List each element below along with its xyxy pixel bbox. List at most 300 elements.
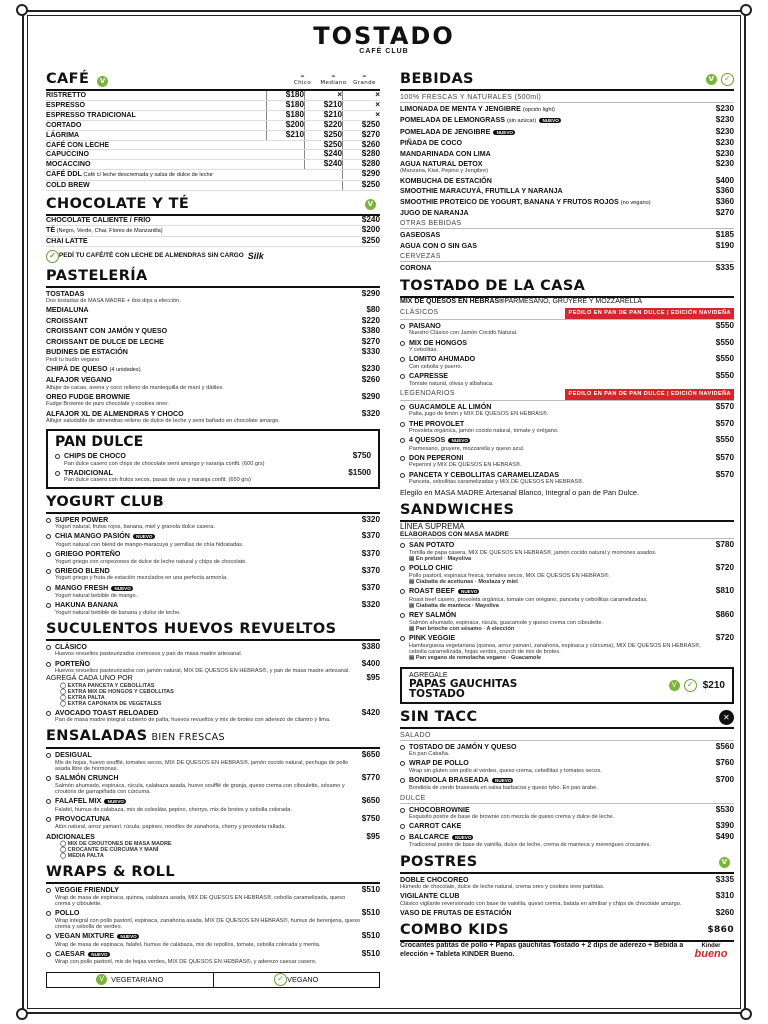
agrega-label: AGREGÁ CADA UNO POR	[46, 674, 133, 683]
postres-title: POSTRES	[400, 853, 478, 870]
radio-icon	[46, 586, 51, 591]
sin-tacc-header	[400, 709, 734, 729]
item-price: $550	[715, 337, 734, 347]
item-name	[55, 797, 362, 813]
item-title: 4 QUESOS	[409, 436, 446, 445]
item-price: $290	[342, 170, 380, 179]
menu-item	[46, 181, 380, 191]
menu-item	[46, 393, 380, 408]
item-title: AVOCADO TOAST RELOADED	[55, 708, 159, 717]
cafe-header	[46, 71, 380, 91]
menu-item	[400, 759, 734, 774]
item-price: $720	[715, 633, 734, 643]
item-name	[46, 101, 266, 110]
menu-item	[46, 601, 380, 616]
item-title: VASO DE FRUTAS DE ESTACIÓN	[400, 908, 512, 917]
legend-vegan-label: VEGANO	[287, 975, 319, 985]
item-title: SUPER POWER	[55, 515, 109, 524]
vegetarian-icon: V	[719, 857, 730, 868]
item-title: MEDIALUNA	[46, 306, 89, 315]
item-title: HAKUNA BANANA	[55, 601, 119, 610]
radio-icon	[46, 888, 51, 893]
menu-item	[400, 339, 734, 354]
item-name	[55, 709, 362, 724]
menu-item	[400, 355, 734, 370]
huevos-title: SUCULENTOS HUEVOS REVUELTOS	[46, 620, 337, 637]
radio-icon	[400, 324, 405, 329]
masa-madre-label: ELABORADOS CON MASA MADRE	[400, 531, 734, 539]
item-name	[46, 131, 266, 140]
corner-ornament	[740, 1008, 752, 1020]
radio-icon	[400, 357, 405, 362]
item-price: $530	[715, 804, 734, 814]
item-name	[55, 886, 362, 907]
item-title: MIX DE HONGOS	[409, 338, 467, 347]
vegan-icon: ✓	[684, 679, 697, 692]
item-price: $380	[361, 641, 380, 651]
legendarios-label-text: LEGENDARIOS	[400, 389, 455, 397]
item-name	[46, 338, 362, 346]
bebidas-header	[400, 71, 734, 91]
clasicos-label-text: CLÁSICOS	[400, 308, 439, 316]
bread-choice: Elegilo en MASA MADRE Artesanal Blanco, Integral o pan de Pan Dulce.	[400, 488, 640, 498]
agrega-row	[46, 674, 380, 682]
item-title: RISTRETTO	[46, 91, 87, 99]
item-description: Pan dulce casero con frutos secos, pasas de uva y naranja confit. (650 grs)	[64, 477, 251, 484]
item-name	[46, 121, 266, 130]
combo-kids-header	[400, 922, 734, 942]
item-description: Huevos revueltos pasteurizados cremosos y pan de masa madre artesanal.	[55, 651, 243, 658]
legend-vegetarian	[47, 973, 214, 987]
adicional-option: ◯ MEDIA PALTA	[60, 853, 104, 860]
menu-item	[46, 751, 380, 772]
radio-icon	[46, 753, 51, 758]
item-price: $750	[361, 814, 380, 824]
item-description: Roast beef casero, provoleta orgánica, tomate con orégano, panceta y cebollitas caramelizadas.	[409, 596, 648, 603]
item-title: POMELADA DE JENGIBRE	[400, 127, 491, 136]
combo-description	[400, 942, 734, 959]
menu-item	[46, 567, 380, 582]
extra-option: ◯ EXTRA CAPONATA DE VEGETALES	[60, 700, 162, 707]
item-name	[409, 322, 716, 337]
item-extras: ▤ Ciabatta de aceitunas · Mostaza y miel	[409, 579, 518, 586]
silk-logo: Silk	[247, 251, 264, 262]
item-description: Pollo pastoril, espinaca fresca, tomates secos, MIX DE QUESOS EN HEBRAS®.	[409, 572, 610, 579]
menu-item	[46, 932, 380, 948]
item-name	[409, 822, 716, 830]
radio-icon	[46, 603, 51, 608]
radio-icon	[46, 934, 51, 939]
item-name	[409, 776, 716, 792]
item-price: $185	[715, 230, 734, 240]
item-name	[409, 611, 716, 632]
menu-item	[400, 187, 734, 195]
menu-item	[55, 469, 371, 484]
menu-item	[400, 634, 734, 661]
extra-option: ◯ EXTRA MIX DE HONGOS Y CEBOLLITAS	[60, 688, 174, 695]
radio-icon	[400, 405, 405, 410]
item-title: ESPRESSO	[46, 100, 86, 109]
item-name	[55, 751, 362, 772]
item-title: CROISSANT DE DULCE DE LECHE	[46, 337, 164, 346]
item-name	[400, 264, 716, 272]
menu-item	[46, 584, 380, 600]
item-note: (no vegano)	[620, 199, 651, 206]
item-price: $230	[715, 104, 734, 113]
almond-note	[46, 250, 380, 263]
item-price: $260	[715, 907, 734, 917]
menu-item	[46, 643, 380, 658]
item-price: $360	[715, 196, 734, 206]
radio-icon	[400, 824, 405, 829]
item-name	[64, 452, 353, 467]
adicional-option: ◯ CROCANTE DE CÚRCUMA Y MANÍ	[60, 847, 159, 854]
item-description: Panceta, cebollitas caramelizadas y MIX DE QUESOS EN HEBRAS®.	[409, 479, 584, 486]
radio-icon	[46, 569, 51, 574]
item-price: $80	[366, 305, 380, 315]
item-title: SMOOTHIE PROTEICO DE YOGURT, BANANA Y FRUTOS ROJOS	[400, 197, 619, 206]
item-name	[400, 198, 716, 207]
item-title: POMELADA DE LEMONGRASS	[400, 116, 505, 125]
item-price: $240	[361, 215, 380, 225]
item-title: KOMBUCHA DE ESTACIÓN	[400, 176, 492, 185]
item-price: $320	[361, 408, 380, 418]
item-title: JUGO DE NARANJA	[400, 208, 469, 217]
item-price: $760	[715, 758, 734, 768]
menu-item	[400, 909, 734, 917]
item-name	[409, 634, 716, 661]
radio-icon	[400, 473, 405, 478]
pasteleria-title: PASTELERÍA	[46, 267, 148, 284]
item-name	[409, 806, 716, 821]
radio-icon	[400, 761, 405, 766]
item-price: $260	[342, 141, 380, 150]
item-price: $570	[715, 418, 734, 428]
item-title: PORTEÑO	[55, 659, 91, 668]
item-title: CORTADO	[46, 120, 82, 129]
item-price: $570	[715, 469, 734, 479]
item-title: LOMITO AHUMADO	[409, 355, 476, 364]
item-name	[409, 372, 716, 387]
item-price: $550	[715, 435, 734, 445]
radio-icon	[400, 543, 405, 548]
item-title: ALFAJOR VEGANO	[46, 376, 112, 385]
item-price: $270	[715, 207, 734, 217]
menu-item	[46, 774, 380, 795]
item-title: CAPRESSE	[409, 372, 449, 381]
chocolate-header	[46, 196, 380, 216]
radio-icon	[46, 534, 51, 539]
item-price: $270	[342, 131, 380, 140]
item-description: Yogurt griego con cropezones de dulce de leche natural y chips de chocolate.	[55, 558, 247, 565]
menu-item	[400, 833, 734, 849]
mix-quesos	[400, 298, 734, 306]
item-name	[46, 226, 340, 236]
item-description: Café c/ leche descremada y salsa de dulce de leche	[81, 172, 213, 179]
menu-item	[46, 516, 380, 531]
cup-size-chico: ☕ Chico	[293, 72, 312, 86]
new-badge: NUEVO	[134, 534, 153, 540]
item-title: THE PROVOLET	[409, 419, 465, 428]
huevos-header	[46, 621, 380, 641]
papas-title: TOSTADO	[409, 687, 465, 700]
item-price: $770	[361, 773, 380, 783]
item-title: BUDINES DE ESTACIÓN	[46, 348, 128, 357]
item-price: $180	[266, 111, 304, 120]
item-extras: ▤ Ciabatta de manteca · Mayoliva	[409, 603, 499, 610]
item-title: ALFAJOR XL DE ALMENDRAS Y CHOCO	[46, 409, 184, 418]
item-name	[400, 209, 716, 217]
item-price: $780	[715, 540, 734, 550]
new-badge: NUEVO	[113, 585, 131, 591]
item-price: $220	[304, 121, 342, 130]
item-price: $400	[715, 175, 734, 185]
radio-icon	[400, 422, 405, 427]
item-title: DESIGUAL	[55, 751, 92, 760]
item-price: $230	[715, 126, 734, 136]
menu-item	[400, 177, 734, 185]
extra-option: ◯ EXTRA PANCETA Y CEBOLLITAS	[60, 682, 155, 689]
item-price: $230	[715, 148, 734, 158]
menu-item	[46, 550, 380, 565]
combo-price: $860	[707, 925, 734, 936]
clasicos-label	[400, 308, 734, 320]
item-title: CHIPS DE CHOCO	[64, 452, 126, 461]
item-price: $370	[361, 531, 380, 541]
radio-icon	[400, 835, 405, 840]
radio-icon	[400, 778, 405, 783]
item-price: $220	[361, 315, 380, 325]
left-column	[46, 66, 380, 1021]
brand-logo: TOSTADO	[313, 22, 455, 50]
menu-item	[400, 372, 734, 387]
item-title: CAFÉ DDL	[46, 170, 82, 179]
item-price: $560	[715, 741, 734, 751]
item-title: TRADICIONAL	[64, 469, 113, 478]
item-price: $250	[304, 131, 342, 140]
item-title: SALMÓN CRUNCH	[55, 774, 119, 783]
radio-icon	[400, 456, 405, 461]
item-name	[55, 550, 362, 565]
item-name	[409, 587, 716, 609]
bueno-logo-text: bueno	[694, 948, 728, 961]
menu-item	[400, 743, 734, 758]
item-name	[409, 564, 716, 585]
item-description: (Manzana, Kiwi, Pepino y Jengibre)	[400, 168, 488, 175]
menu-item	[400, 322, 734, 337]
menu-item	[400, 806, 734, 821]
ensaladas-header	[46, 728, 380, 749]
menu-item	[400, 822, 734, 830]
item-description: Wrap con pollo pastoril, mix de hojas verdes, MIX DE QUESOS EN HEBRAS®, y aderezo caesar casero.	[55, 959, 317, 966]
menu-item	[46, 815, 380, 830]
item-price: $510	[361, 948, 380, 958]
item-price: $250	[342, 121, 380, 130]
item-name	[46, 181, 266, 190]
otras-bebidas-label: OTRAS BEBIDAS	[400, 219, 734, 229]
item-title: FALAFEL MIX	[55, 797, 102, 806]
item-price: $230	[715, 115, 734, 125]
item-price: $240	[304, 150, 342, 159]
gluten-free-icon: ✕	[719, 710, 734, 725]
item-description: Yogurt natural con blend de mango-maracuyá y semillas de chía hidratadas.	[55, 541, 244, 548]
item-title: CROISSANT CON JAMÓN Y QUESO	[46, 327, 168, 336]
menu-item	[46, 886, 380, 907]
item-price: $180	[266, 91, 304, 100]
item-name	[46, 111, 266, 120]
item-price: $380	[361, 326, 380, 336]
item-name	[409, 403, 716, 418]
item-title: ROAST BEEF	[409, 587, 455, 596]
item-price: $240	[304, 160, 342, 169]
item-name	[409, 541, 716, 562]
item-title: PIÑADA DE COCO	[400, 139, 463, 148]
menu-item	[400, 403, 734, 418]
item-title: POLLO CHIC	[409, 564, 453, 573]
menu-item	[46, 290, 380, 305]
item-description: Tomate natural, olivas y albahaca.	[409, 380, 494, 387]
item-price: $550	[715, 354, 734, 364]
item-description: Palta, jugo de limón y MIX DE QUESOS EN HEBRAS®.	[409, 411, 549, 418]
item-description: Tortilla de papa casera, MIX DE QUESOS EN HEBRAS®, jamón cocido natural y morrones asados.	[409, 549, 657, 556]
item-price: $750	[352, 451, 371, 461]
item-title: GASEOSAS	[400, 231, 441, 240]
pasteleria-header	[46, 268, 380, 288]
item-name	[400, 160, 716, 175]
papas-agregale: AGREGALE	[409, 671, 448, 679]
item-description: Con cebolla y puerro.	[409, 363, 463, 370]
radio-icon	[400, 374, 405, 379]
item-price: $210	[304, 111, 342, 120]
radio-icon	[46, 817, 51, 822]
tostado-casa-title: TOSTADO DE LA CASA	[400, 277, 586, 294]
menu-item	[46, 237, 380, 247]
menu-item	[400, 420, 734, 435]
yogurt-club-header	[46, 494, 380, 514]
vegetarian-icon: V	[96, 974, 107, 985]
item-description: En pan Cabaña.	[409, 751, 450, 758]
item-description: Nuestro Clásico con Jamón Cocido Natural.	[409, 330, 518, 337]
item-title: WRAP DE POLLO	[409, 759, 469, 768]
radio-icon	[400, 438, 405, 443]
papas-text	[409, 672, 669, 699]
menu-item	[46, 338, 380, 346]
item-description: Tradicional postre de base de vainilla, dulce de leche, crema de manteca y merengues crocantes.	[409, 842, 652, 849]
item-description: Pan dulce casero con chips de chocolate semi amargo y naranja confit. (600 grs)	[64, 460, 265, 467]
item-title: PAISANO	[409, 321, 441, 330]
item-name	[46, 365, 362, 374]
item-price: $330	[361, 347, 380, 357]
item-name	[55, 909, 362, 930]
item-description: Bondiola de cerdo braseada en salsa barbacoa y queso tybo. En pan árabe.	[409, 785, 598, 792]
item-name	[400, 177, 716, 185]
item-title: PANCETA Y CEBOLLITAS CARAMELIZADAS	[409, 470, 560, 479]
item-name	[46, 393, 362, 408]
item-title: CARROT CAKE	[409, 822, 462, 831]
item-description: Wrap de masa de espinaca, falafel, humus de calabaza, mix de repollos, tomate, cebolla colorada y menta.	[55, 941, 321, 948]
item-price: $1500	[348, 468, 371, 478]
item-price: $260	[361, 375, 380, 385]
item-name	[46, 216, 340, 225]
item-name	[400, 242, 716, 250]
linea-suprema: LÍNEA SUPREMA	[400, 522, 465, 532]
item-name	[46, 376, 362, 391]
item-price: ×	[342, 91, 380, 100]
item-title: DOBLE CHOCOREO	[400, 875, 469, 884]
almond-note-text: PEDÍ TU CAFÉ/TÉ CON LECHE DE ALMENDRAS SIN CARGO	[59, 252, 244, 260]
menu-item	[400, 139, 734, 147]
bebidas-subtitle: 100% FRESCAS Y NATURALES (500ml)	[400, 93, 734, 103]
item-title: SMOOTHIE MARACUYÁ, FRUTILLA Y NARANJA	[400, 187, 563, 196]
item-title: MANGO FRESH	[55, 583, 109, 592]
item-name	[46, 150, 266, 159]
item-price: $510	[361, 885, 380, 895]
menu-item	[400, 611, 734, 632]
item-title: CHIPÁ DE QUESO	[46, 364, 108, 373]
item-title: CHOCOLATE CALIENTE / FRÍO	[46, 216, 151, 225]
item-price: $290	[361, 288, 380, 298]
item-name	[400, 128, 716, 137]
item-price: $510	[361, 908, 380, 918]
item-price: $720	[715, 563, 734, 573]
item-title: GRIEGO PORTEÑO	[55, 550, 121, 559]
corner-ornament	[16, 1008, 28, 1020]
item-price: $570	[715, 452, 734, 462]
item-name	[409, 743, 716, 758]
menu-item	[46, 950, 380, 966]
menu-item	[400, 160, 734, 175]
item-description: Yogurt natural, frutos rojos, banana, miel y granola dulce casera.	[55, 524, 215, 531]
item-price: $280	[342, 150, 380, 159]
item-description: Mix de hojas, huevo soufflé, tomates secos, MIX DE QUESOS EN HEBRAS®, jamón cocido natural, pechuga de pollo asada libre de hormonas.	[55, 759, 349, 773]
item-price: $370	[361, 549, 380, 559]
item-note: (opción light)	[522, 107, 555, 113]
menu-header	[0, 22, 768, 55]
item-price: $250	[342, 181, 380, 190]
radio-icon	[46, 518, 51, 523]
item-description: Huevos revueltos pasteurizados con jamón natural, MIX DE QUESOS EN HEBRAS®, y pan de masa madre artesanal.	[55, 668, 350, 675]
item-name	[400, 231, 716, 239]
item-price: $320	[361, 514, 380, 524]
item-description: Clásico vigilante reversionado con base de vainilla, queso crema, batata en almíbar y chips de chocolate amargo.	[400, 900, 682, 907]
menu-item	[46, 216, 380, 226]
item-name	[409, 759, 716, 774]
item-name	[400, 892, 716, 907]
item-description: Falafel, humus de calabaza, mix de colesláw, pepino, cherrys, mix de brotes y cebolla colorada.	[55, 806, 292, 813]
item-name	[55, 774, 362, 795]
vegan-icon: ✓	[274, 973, 287, 986]
vegan-icon: ✓	[46, 250, 59, 263]
right-column	[400, 66, 734, 1021]
item-description: Yogurt natural bebible de mango.	[55, 592, 138, 599]
menu-item	[46, 170, 380, 181]
radio-icon	[400, 613, 405, 618]
item-name	[46, 306, 366, 314]
menu-item	[400, 105, 734, 114]
menu-item	[46, 327, 380, 335]
radio-icon	[400, 566, 405, 571]
item-title: MOCACCINO	[46, 160, 91, 169]
kinder-logo-text: Kinder	[701, 943, 721, 950]
item-title: ESPRESSO TRADICIONAL	[46, 110, 136, 119]
menu-item	[400, 541, 734, 562]
item-name	[400, 116, 716, 125]
item-title: OREO FUDGE BROWNIE	[46, 392, 130, 401]
item-name	[46, 170, 266, 180]
item-title: CAPUCCINO	[46, 150, 89, 159]
item-title: POLLO	[55, 909, 80, 918]
item-title: CHIA MANGO PASIÓN	[55, 532, 130, 541]
